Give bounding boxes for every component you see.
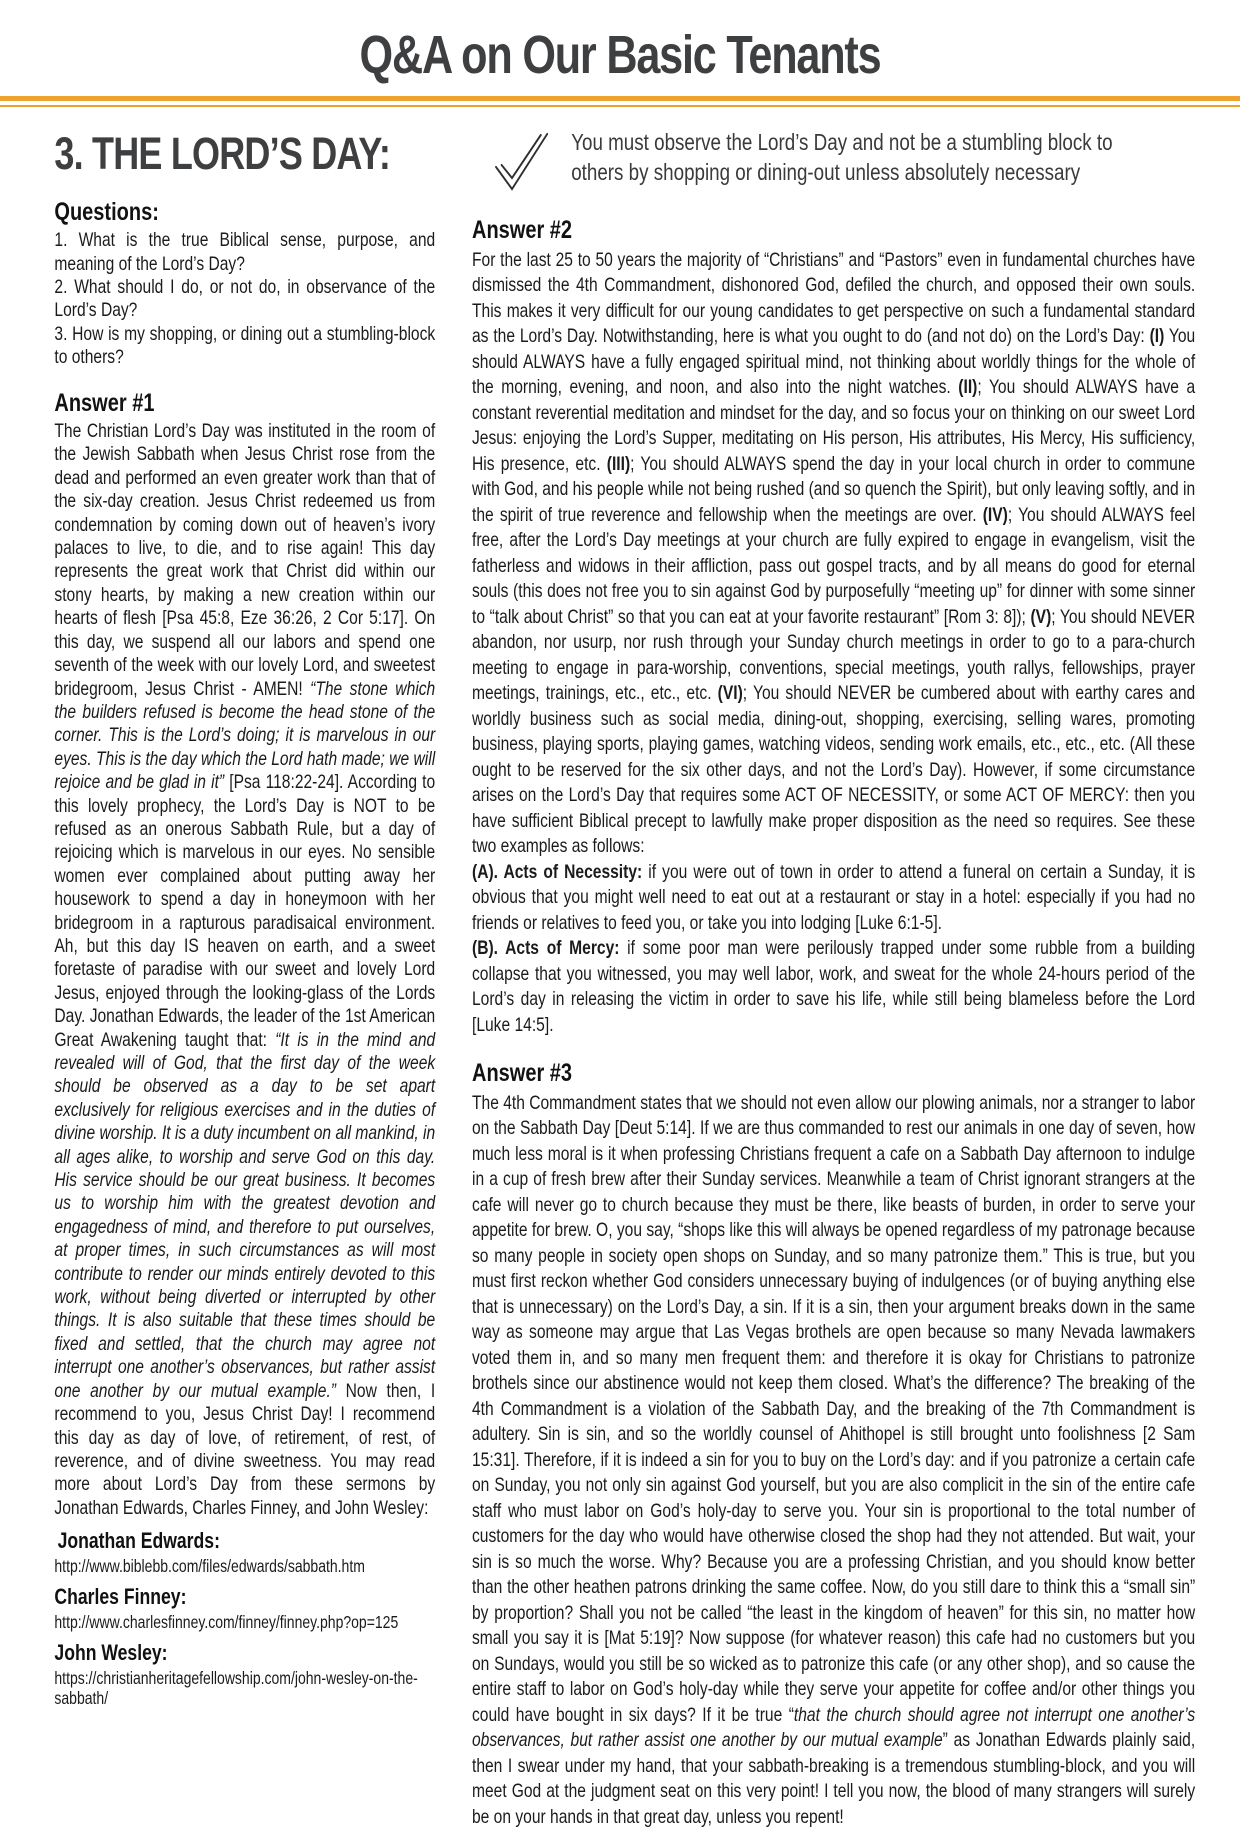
answer2-heading: Answer #2: [472, 216, 573, 245]
answer3-paragraph: The 4th Commandment states that we should not even allow our plowing animals, nor a stranger to labor on the Sabbath Day [Deut 5:14]. If we are thus commanded to rest our animals in one day of seven, how much less moral is it when professing Christians frequent a cafe on a Sabbath Day afternoon to indulge in a cup of fresh brew after their Sunday services. Meanwhile a team of Christ ignorant strangers at the cafe will never go to church because they must be there, like beasts of burden, in order to serve your appetite for brew. O, you say, “shops like this will always be opened regardless of my patronage because so many people in society open shops on Sunday, and so many patronize them.” This is true, but you must first reckon whether God considers unnecessary buying of indulgences (or of buying anything else that is unnecessary) on the Lord’s Day, a sin. If it is a sin, then your argument breaks down in the same way as someone may argue that Las Vegas brothels are open because so many Nevada lawmakers voted them in, and so many men frequent them: and therefore it is okay for Christians to patronize brothels since our abstinence would not keep them closed. What’s the difference? The breaking of the 4th Commandment is a violation of the Sabbath Day, and the breaking of the 7th Commandment is adultery. Sin is sin, and so the worldly counsel of Ahithopel is still brought unto foolishness [2 Sam 15:31]. Therefore, if it is indeed a sin for you to buy on the Lord’s day: and if you patronize a certain cafe on Sunday, you not only sin against God yourself, but you are also complicit in the sin of the entire cafe staff who must labor on God’s holy-day to serve you. Your sin is proportional to the total number of customers for the day who would have otherwise closed the shop had they not attended. But wait, your sin is so much the worse. Why? Because you are a professing Christian, and you should know better than the other heathen patrons drinking the same coffee. Now, do you still dare to think this a “small sin” by proportion? Shall you not be called “the least in the kingdom of heaven” for this sin, no matter how small you say it is [Mat 5:19]? Now suppose (for whatever reason) this cafe had no customers but you on Sundays, would you still be so wicked as to patronize this cafe (or any other shop), and so cause the entire staff to labor on God’s holy-day while they serve your appetite for coffee and/or other things you could have bought in six days? If it be true “that the church should agree not interrupt one another’s observances, but rather assist one another by our mutual example” as Jonathan Edwards plainly said, then I swear under my hand, that your sabbath-breaking is a tremendous stumbling-block, and you will meet God at the judgment seat on this very point! I tell you now, the blood of many strangers will surely be on your hands in that great day, unless you repent!: [472, 1091, 1196, 1828]
question-item: 2. What should I do, or not do, in observance of the Lord’s Day?: [54, 275, 436, 322]
questions-heading: Questions:: [54, 197, 159, 226]
author-url[interactable]: https://christianheritagefellowship.com/john-wesley-on-the-sabbath/: [54, 1668, 418, 1709]
callout-text: You must observe the Lord’s Day and not be a stumbling block to others by shopping or dining-out unless absolutely necessary: [571, 129, 1113, 186]
question-item: 1. What is the true Biblical sense, purpose, and meaning of the Lord’s Day?: [54, 229, 436, 275]
author-url[interactable]: http://www.biblebb.com/files/edwards/sabbath.htm: [54, 1556, 365, 1577]
observance-callout: [493, 127, 1195, 195]
author-label: Jonathan Edwards:: [57, 1528, 220, 1554]
answer1-paragraph: The Christian Lord’s Day was instituted in the room of the Jewish Sabbath when Jesus Christ rose from the dead and performed an even greater work than that of the six-day creation. Jesus Christ redeemed us from condemnation by coming down out of heaven’s ivory palaces to live, to die, and to rise again! This day represents the great work that Christ did within our stony hearts, by making a new creation within our hearts of flesh [Psa 45:8, Eze 36:26, 2 Cor 5:17]. On this day, we suspend all our labors and spend one seventh of the week with our lovely Lord, and sweetest bridegroom, Jesus Christ - AMEN! “The stone which the builders refused is become the head stone of the corner. This is the Lord’s doing; it is marvelous in our eyes. This is the day which the Lord hath made; we will rejoice and be glad in it” [Psa 118:22-24]. According to this lovely prophecy, the Lord’s Day is NOT to be refused as an onerous Sabbath Rule, but a day of rejoicing which is marvelous in our eyes. No sensible women ever complained about putting away her housework to spend a day in honeymoon with her bridegroom in a rapturous paradisaical environment. Ah, but this day IS heaven on earth, and a sweet foretaste of paradise with our sweet and lovely Lord Jesus, enjoyed through the looking-glass of the Lords Day. Jonathan Edwards, the leader of the 1st American Great Awakening taught that: “It is in the mind and revealed will of God, that the first day of the week should be observed as a day to be set apart exclusively for religious exercises and in the duties of divine worship. It is a duty incumbent on all mankind, in all ages alike, to worship and serve God on this day. His service should be our great business. It becomes us to worship him with the greatest devotion and engagedness of mind, and therefore to put ourselves, at proper times, in such circumstances as will most contribute to render our minds entirely devoted to this work, without being diverted or interrupted by other things. It is also suitable that these times should be fixed and settled, that the church may agree not interrupt one another’s observances, but rather assist one another by our mutual example.” Now then, I recommend to you, Jesus Christ Day! I recommend this day as day of love, of retirement, of rest, of reverence, and of divine sweetness. You may read more about Lord’s Day from these sermons by Jonathan Edwards, Charles Finney, and John Wesley:: [54, 420, 436, 1519]
left-column: [54, 115, 435, 1830]
author-url[interactable]: http://www.charlesfinney.com/finney/finney.php?op=125: [54, 1612, 399, 1633]
right-column: [472, 115, 1195, 1830]
answer2-paragraph: For the last 25 to 50 years the majority of “Christians” and “Pastors” even in fundamental churches have dismissed the 4th Commandment, dishonored God, defiled the church, and opposed their own souls. This makes it very difficult for our young candidates to get perspective on such a fundamental standard as the Lord’s Day. Notwithstanding, here is what you ought to do (and not do) on the Lord’s Day: (I) You should ALWAYS have a fully engaged spiritual mind, not thinking about worldly things for the whole of the morning, evening, and noon, and also into the night watches. (II); You should ALWAYS have a constant reverential meditation and mindset for the day, and so focus your on thinking on our sweet Lord Jesus: enjoying the Lord’s Supper, meditating on His person, His attributes, His Mercy, His sufficiency, His presence, etc. (III); You should ALWAYS spend the day in your local church in order to commune with God, and his people while not being rushed (and so quench the Spirit), but only leaving softly, and in the spirit of true reverence and fellowship when the meetings are over. (IV); You should ALWAYS feel free, after the Lord’s Day meetings at your church are fully expired to engage in evangelism, visit the fatherless and widows in their affliction, pass out gospel tracts, and by all means do good for eternal souls (this does not free you to sin against God by purposefully “meeting up” for dinner with some sinner to “talk about Christ” so that you can eat at your favorite restaurant” [Rom 3: 8]); (V); You should NEVER abandon, nor usurp, nor rush through your Sunday church meetings in order to go to a para-church meeting to engage in para-worship, conventions, special meetings, youth rallys, fellowships, prayer meetings, trainings, etc., etc., etc. (VI); You should NEVER be cumbered about with earthy cares and worldly business such as social media, dining-out, shopping, exercising, selling wares, promoting business, playing sports, playing games, watching videos, sending work emails, etc., etc., etc. (All these ought to be reserved for the six other days, and not the Lord’s Day). However, if some circumstance arises on the Lord’s Day that requires some ACT OF NECESSITY, or some ACT OF MERCY: then you have sufficient Biblical precept to lawfully make proper disposition as the need so requires. See these two examples as follows:: [472, 248, 1196, 858]
acts-of-mercy-paragraph: (B). Acts of Mercy: if some poor man were perilously trapped under some rubble from a building collapse that you witnessed, you may well labor, work, and sweat for the whole 24-hours period of the Lord’s day in releasing the victim in order to save his life, while still being blameless before the Lord [Luke 14:5].: [472, 937, 1196, 1036]
document-page: [0, 24, 1240, 1830]
page-title: Q&A on Our Basic Tenants: [359, 25, 881, 85]
question-item: 3. How is my shopping, or dining out a stumbling-block to others?: [54, 322, 436, 369]
section-heading: 3. THE LORD’S DAY:: [54, 128, 391, 180]
answer1-heading: Answer #1: [54, 388, 155, 417]
double-check-icon: [493, 129, 552, 195]
author-label: John Wesley:: [54, 1640, 168, 1666]
sermon-links: [54, 1528, 435, 1708]
author-label: Charles Finney:: [54, 1584, 187, 1610]
answer3-heading: Answer #3: [472, 1059, 573, 1088]
acts-of-necessity-paragraph: (A). Acts of Necessity: if you were out of town in order to attend a funeral on certain a Sunday, it is obvious that you might well need to eat out at a restaurant or stay in a hotel: especially if you had no friends or relatives to feed you, or take you into lodging [Luke 6:1-5].: [472, 860, 1196, 934]
two-column-layout: [0, 107, 1240, 1830]
header-divider: [0, 96, 1240, 107]
